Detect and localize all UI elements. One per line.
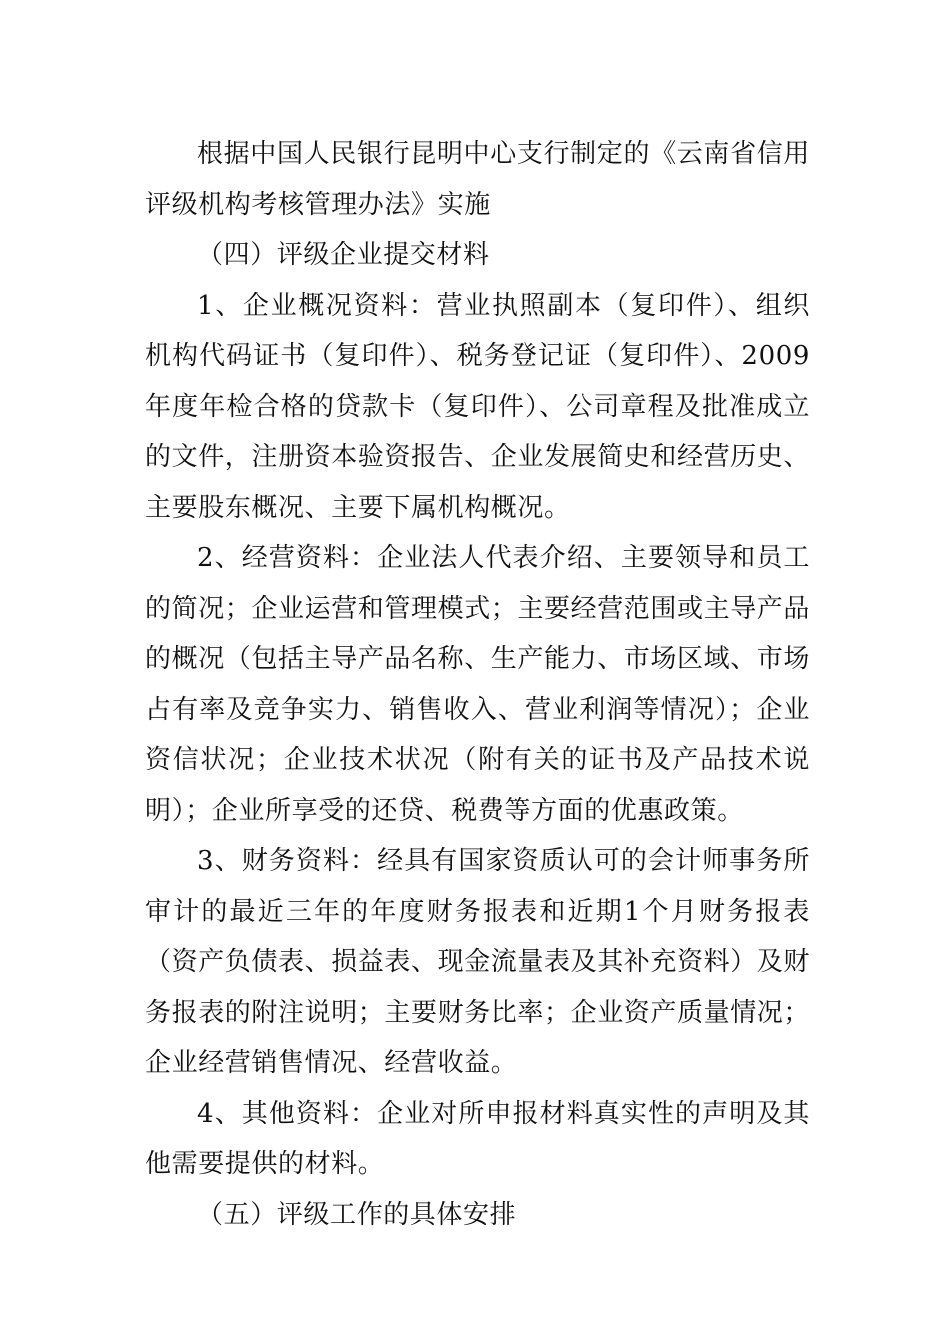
item-4-paragraph: 4、其他资料：企业对所申报材料真实性的声明及其他需要提供的材料。 [145, 1098, 810, 1179]
item-1-paragraph: 1、企业概况资料：营业执照副本（复印件）、组织机构代码证书（复印件）、税务登记证（复印件）、2009年度年检合格的贷款卡（复印件）、公司章程及批准成立的文件，注册资本验资报告、企业发展简史和经营历史、主要股东概况、主要下属机构概况。 [145, 290, 811, 523]
item-2-paragraph: 2、经营资料：企业法人代表介绍、主要领导和员工的简况；企业运营和管理模式；主要经营范围或主导产品的概况（包括主导产品名称、生产能力、市场区域、市场占有率及竞争实力、销售收入、营业利润等情况）；企业资信状况；企业技术状况（附有关的证书及产品技术说明）；企业所享受的还贷、税费等方面的优惠政策。 [145, 543, 811, 826]
intro-paragraph: 根据中国人民银行昆明中心支行制定的《云南省信用评级机构考核管理办法》实施 [145, 139, 810, 220]
document-body [145, 129, 810, 1240]
section-5-heading: （五）评级工作的具体安排 [197, 1199, 517, 1230]
section-4-heading: （四）评级企业提交材料 [197, 240, 490, 270]
item-3-paragraph: 3、财务资料：经具有国家资质认可的会计师事务所审计的最近三年的年度财务报表和近期1个月财务报表（资产负债表、损益表、现金流量表及其补充资料）及财务报表的附注说明；主要财务比率；企业资产质量情况；企业经营销售情况、经营收益。 [145, 846, 811, 1078]
